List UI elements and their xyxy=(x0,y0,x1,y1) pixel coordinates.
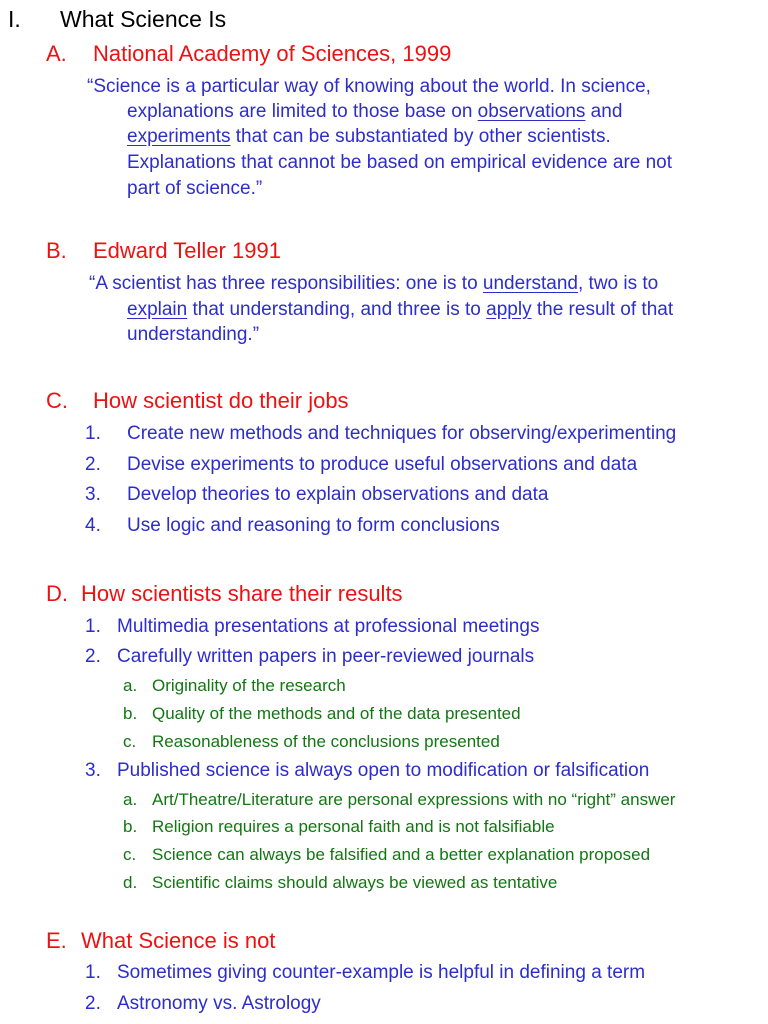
sub-item: Religion requires a personal faith and is not falsifiable xyxy=(152,817,555,836)
quote-a-line-4: Explanations that cannot be based on empirical evidence are not xyxy=(127,152,673,173)
list-item: Develop theories to explain observations and data xyxy=(127,484,549,505)
outline-title: What Science Is xyxy=(60,6,227,32)
list-item: Multimedia presentations at professional meetings xyxy=(117,616,540,637)
list-item: Sometimes giving counter-example is helpful in defining a term xyxy=(117,962,646,983)
section-d-heading: How scientists share their results xyxy=(81,581,403,606)
section-d-marker: D. xyxy=(46,581,68,606)
list-item-number: 2. xyxy=(85,646,101,667)
list-item-number: 4. xyxy=(85,515,101,536)
sub-item: Scientific claims should always be viewed as tentative xyxy=(152,873,558,892)
sub-item: Science can always be falsified and a better explanation proposed xyxy=(152,845,651,864)
quote-b-line-3: understanding.” xyxy=(127,324,260,345)
section-e-marker: E. xyxy=(46,928,67,953)
section-e-heading: What Science is not xyxy=(81,928,276,953)
sub-item: Art/Theatre/Literature are personal expressions with no “right” answer xyxy=(152,790,676,809)
quote-b-line-2: explain that understanding, and three is to apply the result of that xyxy=(127,299,674,320)
list-item: Use logic and reasoning to form conclusions xyxy=(127,515,500,536)
list-item: Astronomy vs. Astrology xyxy=(117,993,321,1014)
sub-item-letter: d. xyxy=(123,873,138,892)
list-item: Carefully written papers in peer-reviewed journals xyxy=(117,646,535,667)
underlined-term-observations: observations xyxy=(477,101,586,122)
underlined-term-apply: apply xyxy=(486,299,532,320)
section-a-marker: A. xyxy=(46,41,67,66)
list-item-number: 2. xyxy=(85,454,101,475)
sub-item: Quality of the methods and of the data presented xyxy=(152,704,521,723)
section-b-heading: Edward Teller 1991 xyxy=(93,238,281,263)
section-c-heading: How scientist do their jobs xyxy=(93,388,349,413)
underlined-term-explain: explain xyxy=(127,299,188,320)
quote-a-line-5: part of science.” xyxy=(127,178,263,199)
section-a-heading: National Academy of Sciences, 1999 xyxy=(93,41,452,66)
quote-a-line-1: “Science is a particular way of knowing about the world. In science, xyxy=(87,76,651,97)
list-item-number: 1. xyxy=(85,962,101,983)
sub-item-letter: a. xyxy=(123,790,138,809)
sub-item-letter: c. xyxy=(123,845,137,864)
underlined-term-experiments: experiments xyxy=(127,126,231,147)
list-item-number: 3. xyxy=(85,760,101,781)
section-b-marker: B. xyxy=(46,238,67,263)
quote-b-line-1: “A scientist has three responsibilities: one is to understand, two is to xyxy=(89,273,659,294)
list-item-number: 1. xyxy=(85,616,101,637)
list-item: Devise experiments to produce useful observations and data xyxy=(127,454,638,475)
quote-a-line-2: explanations are limited to those base on observations and xyxy=(127,101,623,122)
sub-item-letter: c. xyxy=(123,732,137,751)
list-item-number: 1. xyxy=(85,423,101,444)
list-item-number: 2. xyxy=(85,993,101,1014)
sub-item: Originality of the research xyxy=(152,676,346,695)
sub-item-letter: b. xyxy=(123,817,138,836)
sub-item-letter: a. xyxy=(123,676,138,695)
section-c-marker: C. xyxy=(46,388,68,413)
sub-item-letter: b. xyxy=(123,704,138,723)
list-item-number: 3. xyxy=(85,484,101,505)
underlined-term-understand: understand xyxy=(482,273,578,294)
outline-title-marker: I. xyxy=(8,6,21,32)
list-item: Published science is always open to modification or falsification xyxy=(117,760,650,781)
quote-a-line-3: experiments that can be substantiated by other scientists. xyxy=(127,126,611,147)
sub-item: Reasonableness of the conclusions presented xyxy=(152,732,500,751)
list-item: Create new methods and techniques for observing/experimenting xyxy=(127,423,677,444)
